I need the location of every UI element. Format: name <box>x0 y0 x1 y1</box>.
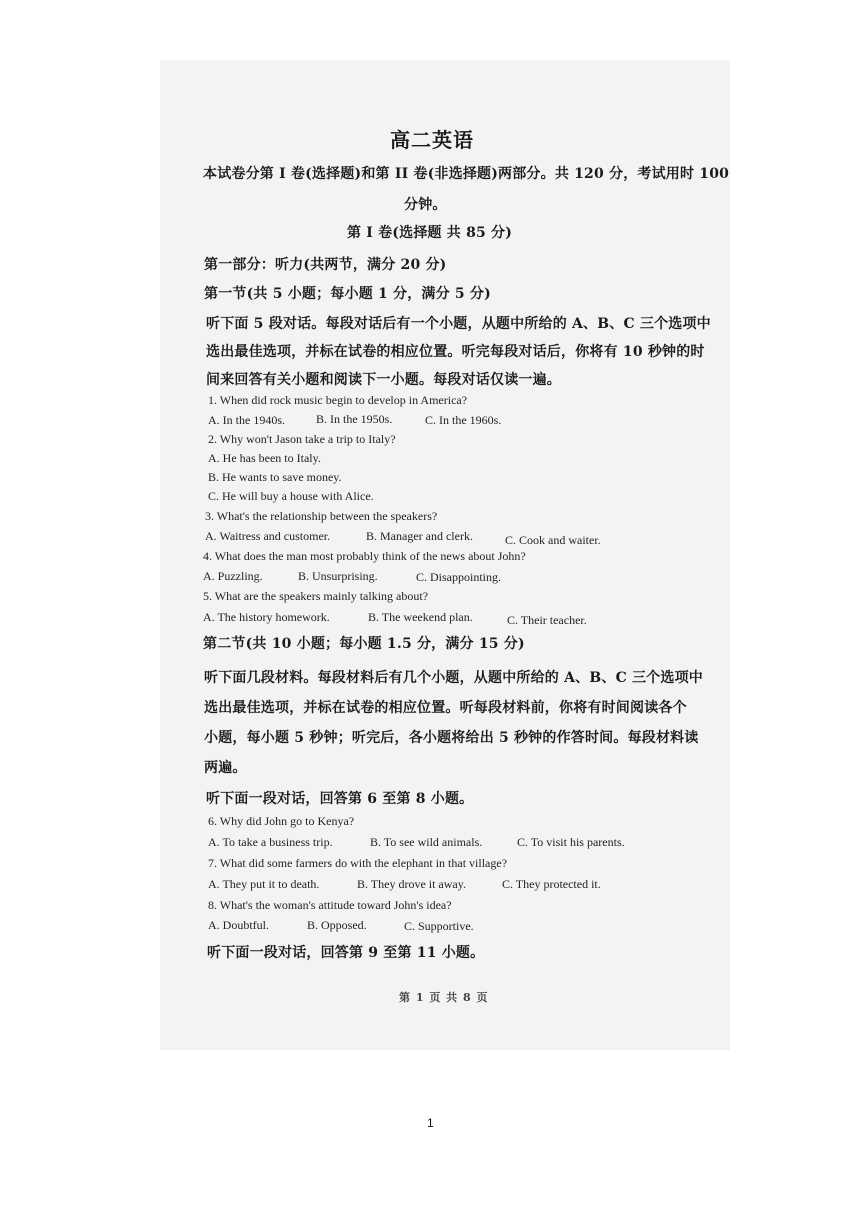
q6-option-a: A. To take a business trip. <box>208 835 333 849</box>
q3-option-b: B. Manager and clerk. <box>366 529 473 543</box>
section2-directions-3: 小题，每小题 5 秒钟；听完后，各小题将给出 5 秒钟的作答时间。每段材料读 <box>204 730 699 746</box>
q7-option-b: B. They drove it away. <box>357 877 466 891</box>
section2-heading: 第二节(共 10 小题；每小题 1.5 分，满分 15 分) <box>203 636 525 652</box>
q1-option-c: C. In the 1960s. <box>425 413 502 427</box>
question-4: 4. What does the man most probably think of the news about John? <box>203 549 526 563</box>
q7-option-a: A. They put it to death. <box>208 877 320 891</box>
q4-option-a: A. Puzzling. <box>203 569 263 583</box>
q4-option-c: C. Disappointing. <box>416 570 502 584</box>
q6-option-b: B. To see wild animals. <box>370 835 483 849</box>
question-5: 5. What are the speakers mainly talking about? <box>203 589 429 603</box>
question-2: 2. Why won't Jason take a trip to Italy? <box>208 432 396 446</box>
q8-option-b: B. Opposed. <box>307 918 367 932</box>
section2-directions-4: 两遍。 <box>204 760 247 776</box>
section1-directions-1: 听下面 5 段对话。每段对话后有一个小题，从题中所给的 A、B、C 三个选项中 <box>206 316 711 332</box>
section1-heading: 第一节(共 5 小题；每小题 1 分，满分 5 分) <box>204 286 491 302</box>
scan-page-footer: 第 1 页 共 8 页 <box>399 991 489 1004</box>
q8-option-a: A. Doubtful. <box>208 918 269 932</box>
q7-option-c: C. They protected it. <box>502 877 601 891</box>
section2-directions-2: 选出最佳选项，并标在试卷的相应位置。听每段材料前，你将有时间阅读各个 <box>204 700 687 716</box>
section2-directions-1: 听下面几段材料。每段材料后有几个小题，从题中所给的 A、B、C 三个选项中 <box>204 670 703 686</box>
q8-option-c: C. Supportive. <box>404 919 474 933</box>
question-1: 1. When did rock music begin to develop in America? <box>208 393 468 407</box>
q3-option-c: C. Cook and waiter. <box>505 533 601 547</box>
intro-line-2: 分钟。 <box>404 197 447 213</box>
part1-heading: 第一部分：听力(共两节，满分 20 分) <box>204 257 447 273</box>
question-6: 6. Why did John go to Kenya? <box>208 814 355 828</box>
question-7: 7. What did some farmers do with the elephant in that village? <box>208 856 508 870</box>
q1-option-b: B. In the 1950s. <box>316 412 393 426</box>
question-3: 3. What's the relationship between the speakers? <box>205 509 438 523</box>
q2-option-b: B. He wants to save money. <box>208 470 342 484</box>
q4-option-b: B. Unsurprising. <box>298 569 378 583</box>
dialogue-instruction-1: 听下面一段对话，回答第 6 至第 8 小题。 <box>206 791 474 807</box>
dialogue-instruction-2: 听下面一段对话，回答第 9 至第 11 小题。 <box>207 945 485 961</box>
q5-option-b: B. The weekend plan. <box>368 610 473 624</box>
q2-option-c: C. He will buy a house with Alice. <box>208 489 374 503</box>
intro-line-1: 本试卷分第 I 卷(选择题)和第 II 卷(非选择题)两部分。共 120 分，考试用时 100 <box>203 166 730 182</box>
question-8: 8. What's the woman's attitude toward John's idea? <box>208 898 452 912</box>
q2-option-a: A. He has been to Italy. <box>208 451 321 465</box>
q1-option-a: A. In the 1940s. <box>208 413 285 427</box>
section1-directions-2: 选出最佳选项，并标在试卷的相应位置。听完每段对话后，你将有 10 秒钟的时 <box>206 344 705 360</box>
section1-directions-3: 间来回答有关小题和阅读下一小题。每段对话仅读一遍。 <box>206 372 561 388</box>
page-title: 高二英语 <box>390 128 474 152</box>
volume-heading: 第 I 卷(选择题 共 85 分) <box>347 225 513 241</box>
q5-option-a: A. The history homework. <box>203 610 330 624</box>
q6-option-c: C. To visit his parents. <box>517 835 625 849</box>
q5-option-c: C. Their teacher. <box>507 613 587 627</box>
page-number: 1 <box>427 1116 434 1130</box>
q3-option-a: A. Waitress and customer. <box>205 529 331 543</box>
